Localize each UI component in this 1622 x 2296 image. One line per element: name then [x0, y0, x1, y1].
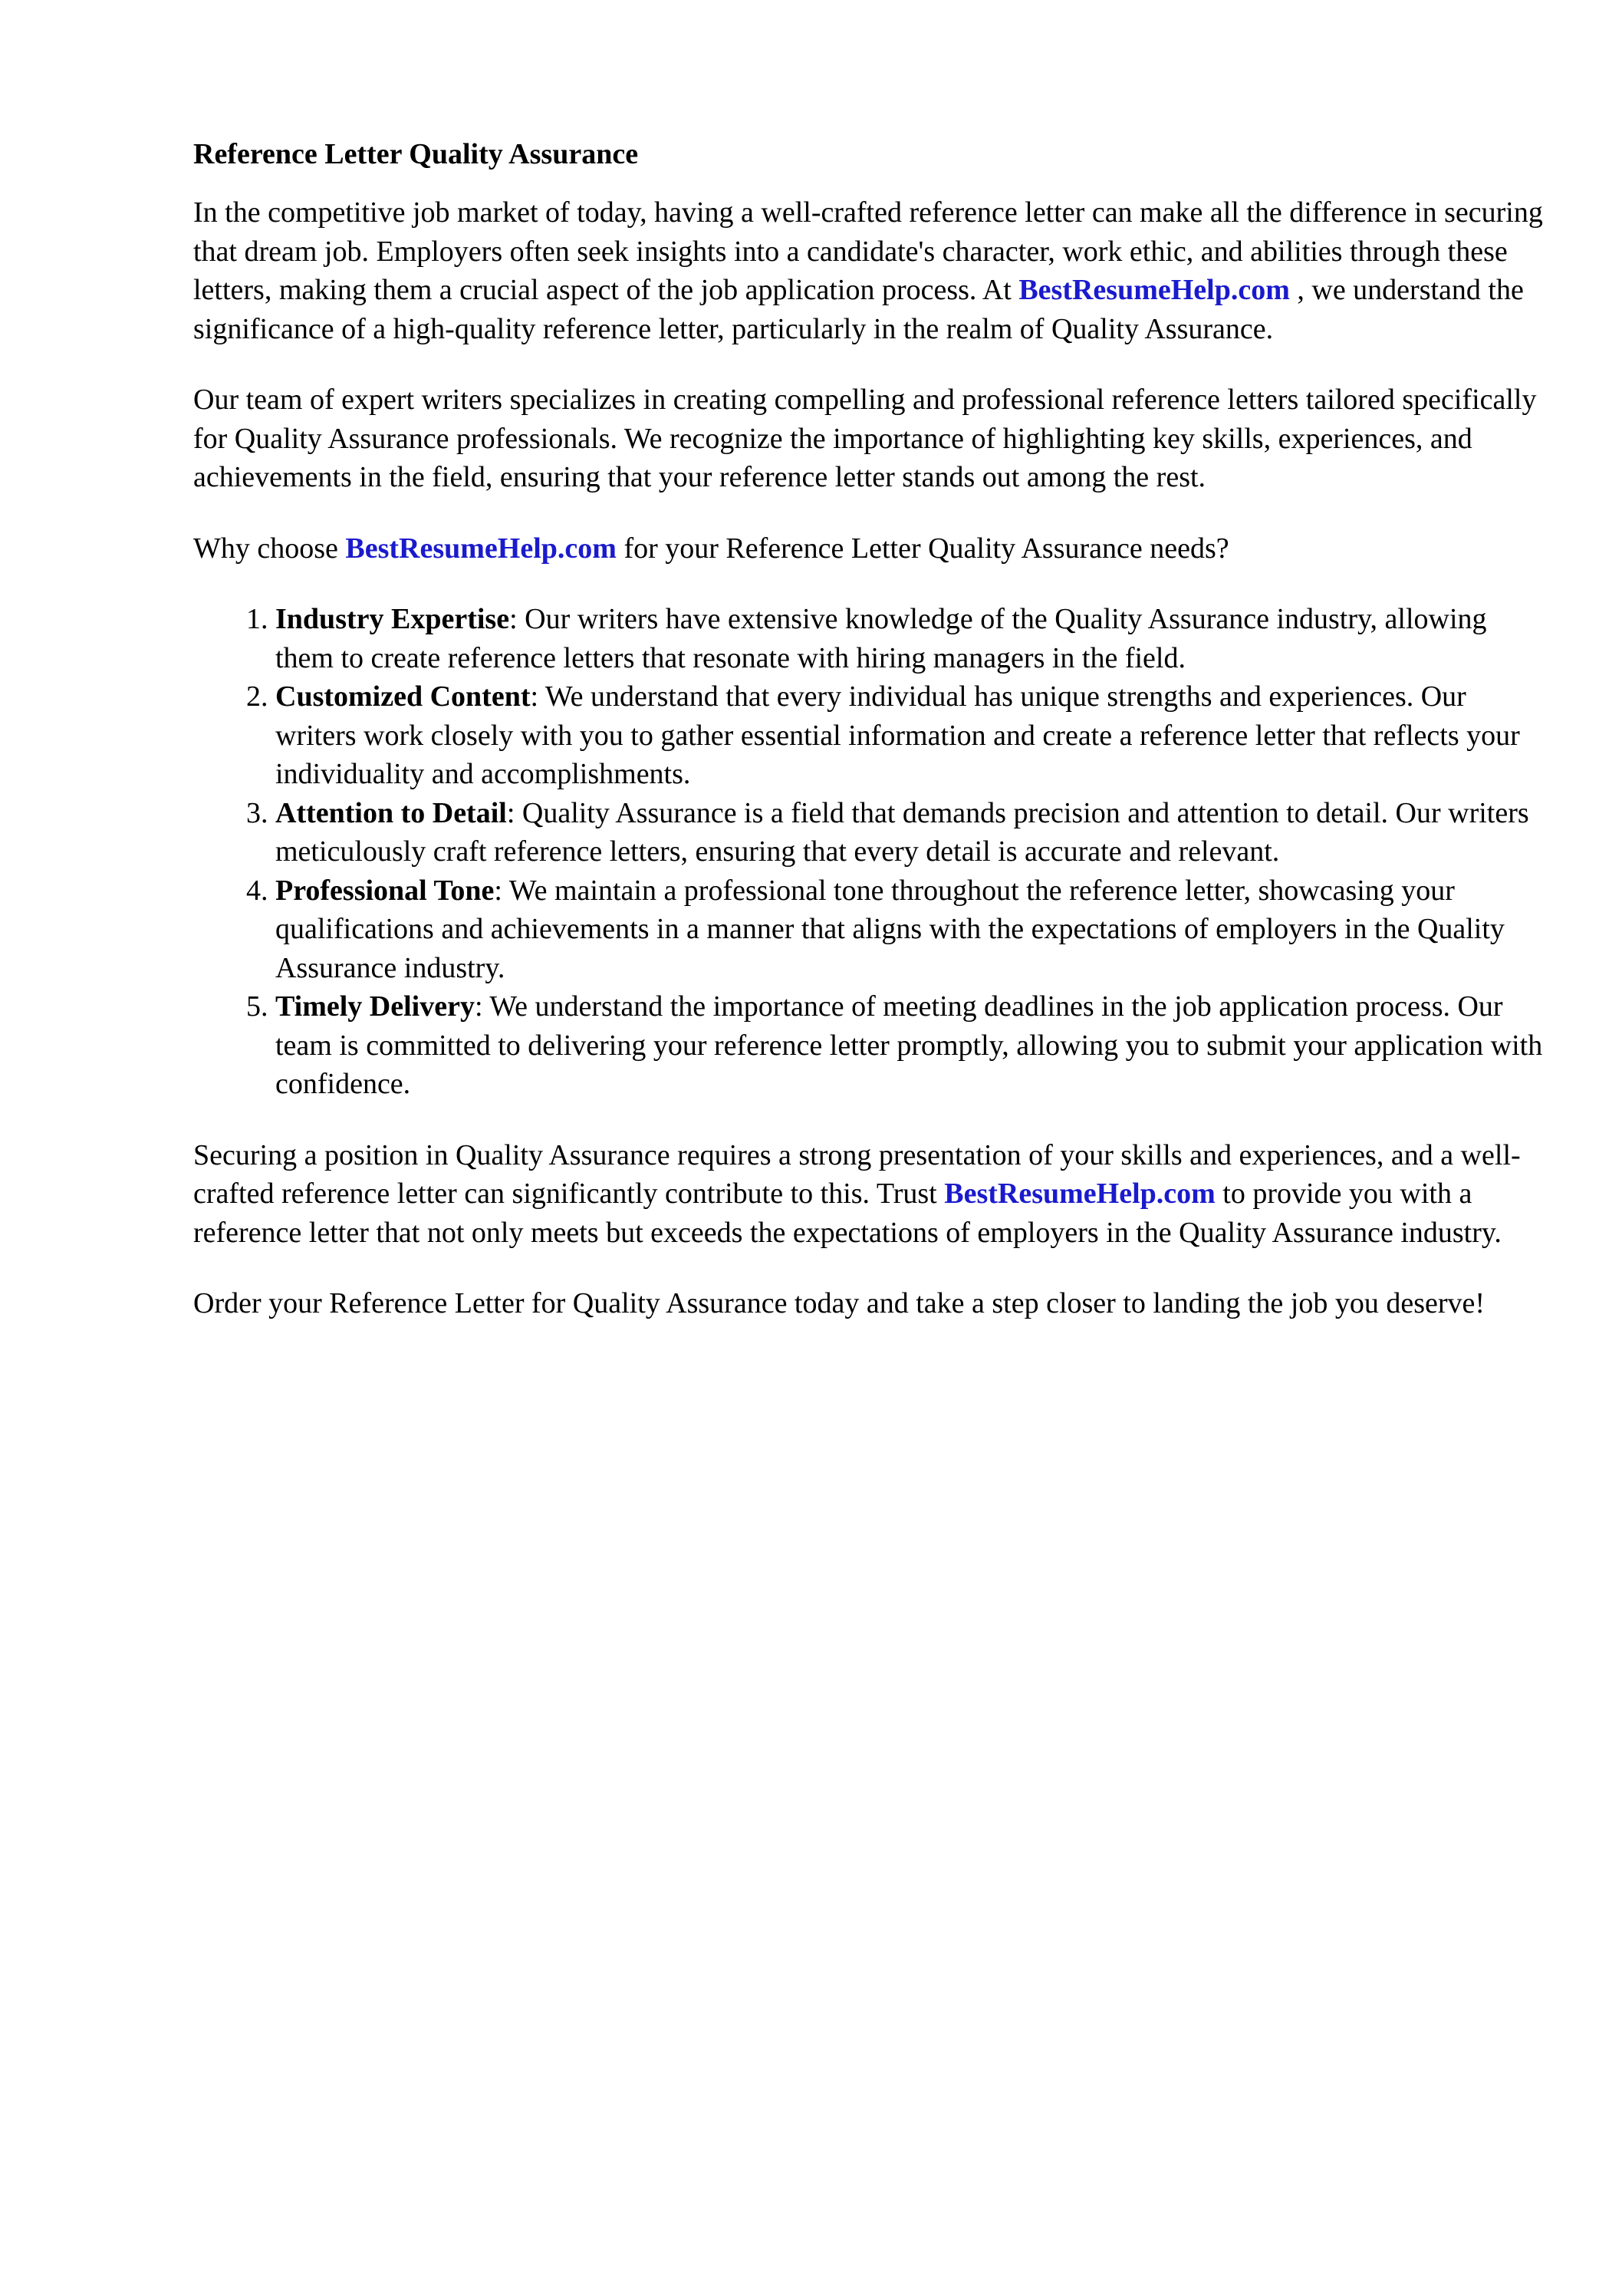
- bestresumehelp-link[interactable]: BestResumeHelp.com: [1018, 274, 1290, 306]
- intro-text-before: In the competitive job market of today, having a well-crafted reference letter can make all the difference in securing that dream job. Employers often seek insights into a candidate's character, work ethic, and abilities through these letters, making them a crucial aspect of the job application process. At: [193, 196, 1543, 306]
- intro-text-after: , we understand the significance of a high-quality reference letter, particularly in the realm of Quality Assurance.: [193, 274, 1524, 345]
- reasons-list: [193, 600, 1551, 1104]
- reason-term: Timely Delivery: [275, 990, 475, 1023]
- document-title: Reference Letter Quality Assurance: [193, 138, 639, 170]
- bestresumehelp-link[interactable]: BestResumeHelp.com: [944, 1178, 1216, 1210]
- reason-text: : Quality Assurance is a field that demands precision and attention to detail. Our writers meticulously craft reference letters, ensuring that every detail is accurate and relevant.: [275, 796, 1529, 868]
- reason-text: : We understand the importance of meeting deadlines in the job application process. Our team is committed to delivering your reference letter promptly, allowing you to submit your application with confidence.: [275, 990, 1543, 1100]
- reason-text: : We understand that every individual has unique strengths and experiences. Our writers work closely with you to gather essential information and create a reference letter that reflects your individuality and accomplishments.: [275, 680, 1520, 790]
- why-text-before: Why choose: [193, 532, 346, 565]
- list-item: [275, 600, 1551, 677]
- document-body: [193, 135, 1551, 1356]
- list-item: [275, 677, 1551, 794]
- reason-term: Industry Expertise: [275, 603, 510, 635]
- bestresumehelp-link[interactable]: BestResumeHelp.com: [345, 532, 617, 565]
- reason-text: : Our writers have extensive knowledge of the Quality Assurance industry, allowing them to create reference letters that resonate with hiring managers in the field.: [275, 603, 1487, 674]
- securing-paragraph: [193, 1136, 1551, 1253]
- reason-term: Professional Tone: [275, 874, 495, 907]
- reason-term: Customized Content: [275, 680, 531, 713]
- closing-paragraph: Order your Reference Letter for Quality Assurance today and take a step closer to landing the job you deserve!: [193, 1287, 1485, 1319]
- securing-text-before: Securing a position in Quality Assurance requires a strong presentation of your skills and experiences, and a well-crafted reference letter can significantly contribute to this. Trust: [193, 1138, 1521, 1210]
- intro-paragraph: [193, 193, 1551, 348]
- reason-text: : We maintain a professional tone throughout the reference letter, showcasing your qualifications and achievements in a manner that aligns with the expectations of employers in the Quality Assurance industry.: [275, 874, 1505, 984]
- why-text-after: for your Reference Letter Quality Assurance needs?: [616, 532, 1229, 565]
- securing-text-after: to provide you with a reference letter that not only meets but exceeds the expectations of employers in the Quality Assurance industry.: [193, 1178, 1502, 1249]
- list-item: [275, 987, 1551, 1104]
- list-item: [275, 871, 1551, 988]
- why-paragraph: [193, 529, 1551, 568]
- list-item: [275, 794, 1551, 871]
- team-paragraph: Our team of expert writers specializes in creating compelling and professional reference letters tailored specifically for Quality Assurance professionals. We recognize the importance of highlighting key skills, experiences, and achievements in the field, ensuring that your reference letter stands out among the rest.: [193, 384, 1537, 493]
- reason-term: Attention to Detail: [275, 796, 507, 829]
